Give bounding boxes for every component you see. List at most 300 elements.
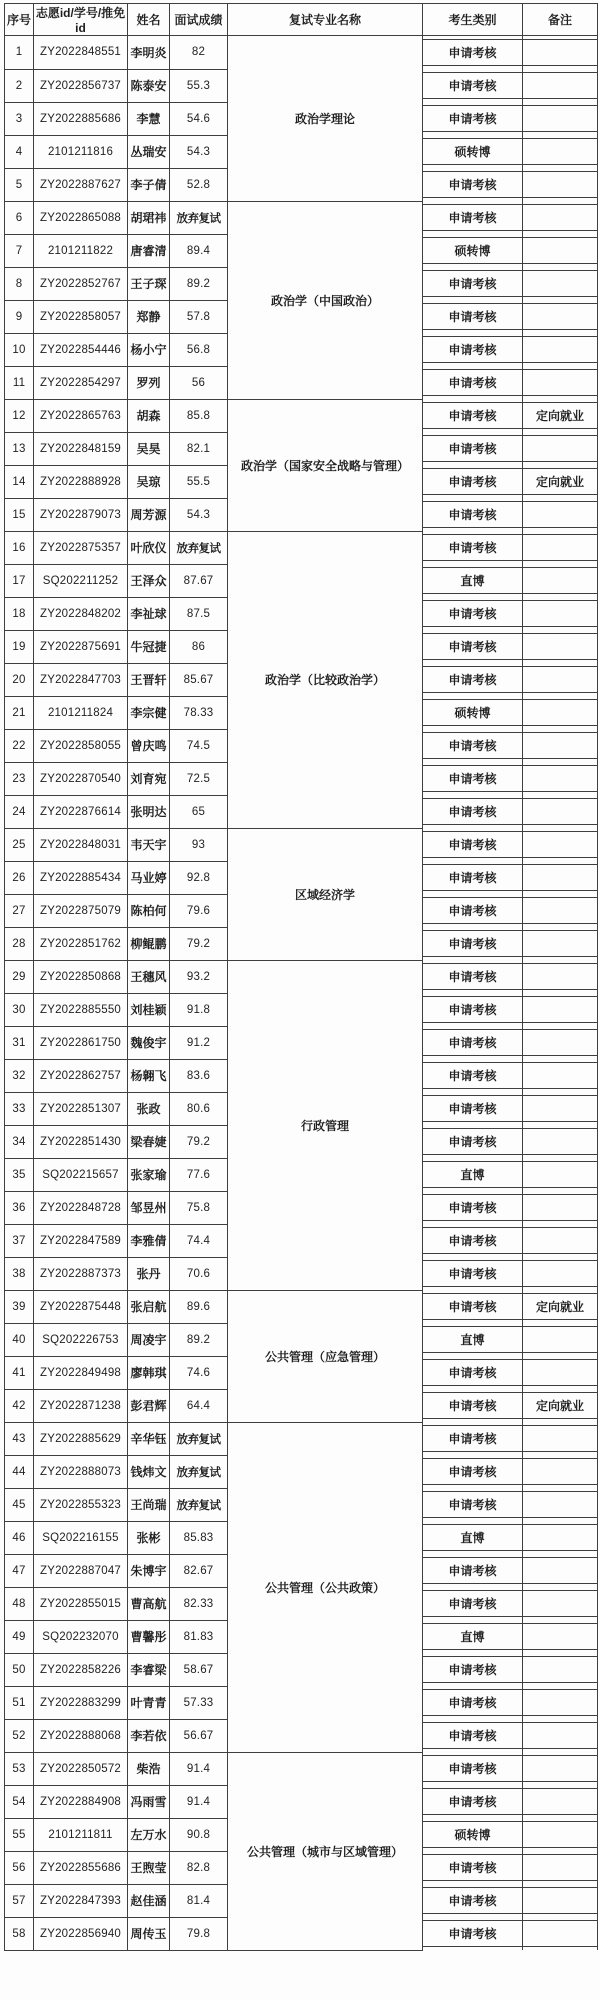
applicant-id: SQ202211252 [34, 564, 128, 597]
remark-cell [523, 1554, 598, 1587]
applicant-id: 2101211824 [34, 696, 128, 729]
candidate-type-cell [423, 1059, 523, 1092]
remark-cell [523, 201, 598, 234]
candidate-type: 硕转博 [423, 138, 522, 165]
applicant-name: 吴琼 [128, 465, 170, 498]
remark [523, 501, 597, 528]
candidate-type: 申请考核 [423, 1062, 522, 1089]
remark-cell [523, 663, 598, 696]
remark [523, 1656, 597, 1683]
remark-cell [523, 1785, 598, 1818]
row-index: 46 [5, 1521, 34, 1554]
candidate-type-cell [423, 234, 523, 267]
candidate-type: 申请考核 [423, 1425, 522, 1452]
candidate-type: 申请考核 [423, 1722, 522, 1749]
applicant-id: ZY2022847703 [34, 663, 128, 696]
row-index: 55 [5, 1818, 34, 1851]
applicant-id: ZY2022854297 [34, 366, 128, 399]
applicant-id: ZY2022848728 [34, 1191, 128, 1224]
candidate-type: 申请考核 [423, 171, 522, 198]
applicant-name: 辛华钰 [128, 1422, 170, 1455]
applicant-name: 王煦莹 [128, 1851, 170, 1884]
row-index: 54 [5, 1785, 34, 1818]
applicant-name: 刘育宛 [128, 762, 170, 795]
candidate-type-cell [423, 795, 523, 828]
applicant-id: ZY2022888068 [34, 1719, 128, 1752]
applicant-id: ZY2022858057 [34, 300, 128, 333]
applicant-name: 王子琛 [128, 267, 170, 300]
interview-score: 90.8 [170, 1818, 228, 1851]
candidate-type-cell [423, 1389, 523, 1422]
applicant-name: 周凌宇 [128, 1323, 170, 1356]
applicant-id: ZY2022887047 [34, 1554, 128, 1587]
applicant-id: ZY2022888073 [34, 1455, 128, 1488]
applicant-id: ZY2022851307 [34, 1092, 128, 1125]
row-index: 7 [5, 234, 34, 267]
candidate-type-cell [423, 1158, 523, 1191]
candidate-type-cell [423, 201, 523, 234]
applicant-id: ZY2022871238 [34, 1389, 128, 1422]
remark [523, 72, 597, 99]
table-row [5, 531, 598, 564]
candidate-type: 申请考核 [423, 501, 522, 528]
candidate-type-cell [423, 729, 523, 762]
remark-cell [523, 1917, 598, 1950]
interview-score: 74.5 [170, 729, 228, 762]
remark [523, 534, 597, 561]
interview-score: 58.67 [170, 1653, 228, 1686]
candidate-type: 硕转博 [423, 699, 522, 726]
row-index: 50 [5, 1653, 34, 1686]
candidate-type: 申请考核 [423, 732, 522, 759]
interview-score: 79.8 [170, 1917, 228, 1950]
interview-score: 82.8 [170, 1851, 228, 1884]
row-index: 22 [5, 729, 34, 762]
remark [523, 1029, 597, 1056]
row-index: 36 [5, 1191, 34, 1224]
candidate-type-cell [423, 1488, 523, 1521]
candidate-type-cell [423, 267, 523, 300]
candidate-type-cell [423, 1917, 523, 1950]
remark-cell [523, 1587, 598, 1620]
col-header-category: 考生类别 [423, 4, 523, 36]
candidate-type-cell [423, 300, 523, 333]
remark-cell [523, 498, 598, 531]
interview-score: 54.3 [170, 498, 228, 531]
remark-cell [523, 36, 598, 70]
row-index: 9 [5, 300, 34, 333]
candidate-type-cell [423, 894, 523, 927]
remark-cell [523, 861, 598, 894]
applicant-id: 2101211811 [34, 1818, 128, 1851]
applicant-name: 叶欣仪 [128, 531, 170, 564]
candidate-type: 申请考核 [423, 1557, 522, 1584]
candidate-type-cell [423, 1686, 523, 1719]
applicant-id: ZY2022854446 [34, 333, 128, 366]
candidate-type: 申请考核 [423, 765, 522, 792]
applicant-name: 廖韩琪 [128, 1356, 170, 1389]
row-index: 21 [5, 696, 34, 729]
remark-cell [523, 135, 598, 168]
row-index: 32 [5, 1059, 34, 1092]
applicant-name: 曹高航 [128, 1587, 170, 1620]
applicant-id: ZY2022888928 [34, 465, 128, 498]
remark [523, 1887, 597, 1914]
remark [523, 237, 597, 264]
interview-score: 56.67 [170, 1719, 228, 1752]
interview-score: 74.6 [170, 1356, 228, 1389]
remark [523, 1623, 597, 1650]
applicant-name: 杨翱飞 [128, 1059, 170, 1092]
col-header-score: 面试成绩 [170, 4, 228, 36]
candidate-type-cell [423, 1092, 523, 1125]
remark-cell [523, 333, 598, 366]
remark-cell [523, 1488, 598, 1521]
remark [523, 171, 597, 198]
remark-cell [523, 894, 598, 927]
remark-cell [523, 531, 598, 564]
remark [523, 1854, 597, 1881]
candidate-type-cell [423, 1851, 523, 1884]
table-row [5, 399, 598, 432]
interview-score: 放弃复试 [170, 1422, 228, 1455]
remark [523, 567, 597, 594]
remark-cell [523, 1521, 598, 1554]
candidate-type: 申请考核 [423, 897, 522, 924]
interview-score: 74.4 [170, 1224, 228, 1257]
remark [523, 1524, 597, 1551]
row-index: 15 [5, 498, 34, 531]
applicant-id: ZY2022855686 [34, 1851, 128, 1884]
remark-cell [523, 1653, 598, 1686]
remark [523, 798, 597, 825]
candidate-type: 申请考核 [423, 1854, 522, 1881]
interview-score: 放弃复试 [170, 1455, 228, 1488]
header-row [5, 4, 598, 36]
candidate-type-cell [423, 1125, 523, 1158]
remark [523, 1920, 597, 1947]
candidate-type: 申请考核 [423, 1920, 522, 1947]
candidate-type-cell [423, 36, 523, 70]
row-index: 34 [5, 1125, 34, 1158]
applicant-id: ZY2022884908 [34, 1785, 128, 1818]
candidate-type: 申请考核 [423, 39, 522, 66]
interview-score: 64.4 [170, 1389, 228, 1422]
candidate-type-cell [423, 135, 523, 168]
candidate-type: 申请考核 [423, 1029, 522, 1056]
applicant-name: 杨小宁 [128, 333, 170, 366]
applicant-id: ZY2022848031 [34, 828, 128, 861]
remark-cell [523, 234, 598, 267]
row-index: 42 [5, 1389, 34, 1422]
applicant-id: ZY2022858226 [34, 1653, 128, 1686]
remark-cell [523, 993, 598, 1026]
candidate-type-cell [423, 465, 523, 498]
remark-cell [523, 762, 598, 795]
interview-score: 56 [170, 366, 228, 399]
applicant-id: ZY2022870540 [34, 762, 128, 795]
candidate-type: 申请考核 [423, 303, 522, 330]
candidate-type-cell [423, 993, 523, 1026]
applicant-name: 丛瑞安 [128, 135, 170, 168]
candidate-type: 直博 [423, 567, 522, 594]
row-index: 41 [5, 1356, 34, 1389]
candidate-type: 申请考核 [423, 1293, 522, 1320]
applicant-name: 柴浩 [128, 1752, 170, 1785]
applicant-id: ZY2022861750 [34, 1026, 128, 1059]
remark-cell [523, 729, 598, 762]
candidate-type-cell [423, 762, 523, 795]
remark-cell [523, 828, 598, 861]
row-index: 37 [5, 1224, 34, 1257]
remark [523, 303, 597, 330]
row-index: 18 [5, 597, 34, 630]
remark [523, 138, 597, 165]
interview-score: 93 [170, 828, 228, 861]
remark [523, 1095, 597, 1122]
candidate-type: 申请考核 [423, 1359, 522, 1386]
candidate-type: 申请考核 [423, 369, 522, 396]
candidate-type-cell [423, 1620, 523, 1653]
row-index: 29 [5, 960, 34, 993]
applicant-name: 牛冠捷 [128, 630, 170, 663]
applicant-name: 钱炜文 [128, 1455, 170, 1488]
applicant-name: 李慧 [128, 102, 170, 135]
applicant-name: 朱博宇 [128, 1554, 170, 1587]
remark-cell [523, 1356, 598, 1389]
applicant-name: 张彬 [128, 1521, 170, 1554]
applicant-id: ZY2022850572 [34, 1752, 128, 1785]
interview-score: 52.8 [170, 168, 228, 201]
candidate-type: 申请考核 [423, 1689, 522, 1716]
remark [523, 1557, 597, 1584]
candidate-type-cell [423, 1191, 523, 1224]
table-row [5, 36, 598, 70]
applicant-name: 叶青青 [128, 1686, 170, 1719]
candidate-type: 申请考核 [423, 270, 522, 297]
interview-score: 78.33 [170, 696, 228, 729]
interview-score: 82.1 [170, 432, 228, 465]
applicant-id: ZY2022852767 [34, 267, 128, 300]
col-header-id: 志愿id/学号/推免id [34, 4, 128, 36]
remark [523, 1458, 597, 1485]
applicant-name: 魏俊宇 [128, 1026, 170, 1059]
candidate-type-cell [423, 1719, 523, 1752]
candidate-type: 申请考核 [423, 1227, 522, 1254]
applicant-id: SQ202215657 [34, 1158, 128, 1191]
applicant-name: 胡珺祎 [128, 201, 170, 234]
interview-score: 56.8 [170, 333, 228, 366]
candidate-type-cell [423, 333, 523, 366]
candidate-type-cell [423, 1752, 523, 1785]
candidate-type: 申请考核 [423, 600, 522, 627]
candidate-type-cell [423, 69, 523, 102]
remark-cell [523, 1026, 598, 1059]
remark [523, 1326, 597, 1353]
applicant-name: 张明达 [128, 795, 170, 828]
interview-score: 放弃复试 [170, 201, 228, 234]
applicant-name: 唐睿清 [128, 234, 170, 267]
row-index: 43 [5, 1422, 34, 1455]
interview-score: 81.4 [170, 1884, 228, 1917]
interview-score: 91.4 [170, 1785, 228, 1818]
remark-cell [523, 432, 598, 465]
applicant-name: 曹馨彤 [128, 1620, 170, 1653]
col-header-index: 序号 [5, 4, 34, 36]
remark [523, 864, 597, 891]
remark-cell [523, 1158, 598, 1191]
interview-score: 89.2 [170, 1323, 228, 1356]
candidate-type-cell [423, 1224, 523, 1257]
row-index: 49 [5, 1620, 34, 1653]
remark [523, 963, 597, 990]
candidate-type: 申请考核 [423, 1788, 522, 1815]
candidate-type-cell [423, 102, 523, 135]
interview-score: 77.6 [170, 1158, 228, 1191]
applicant-id: ZY2022865763 [34, 399, 128, 432]
col-header-name: 姓名 [128, 4, 170, 36]
remark [523, 105, 597, 132]
remark-cell [523, 1257, 598, 1290]
applicant-id: ZY2022885550 [34, 993, 128, 1026]
applicant-id: ZY2022848159 [34, 432, 128, 465]
remark-cell [523, 465, 598, 498]
row-index: 24 [5, 795, 34, 828]
candidate-type: 直博 [423, 1326, 522, 1353]
row-index: 16 [5, 531, 34, 564]
row-index: 28 [5, 927, 34, 960]
applicant-name: 左万水 [128, 1818, 170, 1851]
candidate-type: 申请考核 [423, 930, 522, 957]
interview-score: 85.83 [170, 1521, 228, 1554]
applicant-name: 彭君辉 [128, 1389, 170, 1422]
interview-score: 91.4 [170, 1752, 228, 1785]
candidate-type-cell [423, 1257, 523, 1290]
row-index: 39 [5, 1290, 34, 1323]
candidate-type-cell [423, 1290, 523, 1323]
remark [523, 765, 597, 792]
remark-cell [523, 1719, 598, 1752]
candidate-type: 申请考核 [423, 1755, 522, 1782]
row-index: 13 [5, 432, 34, 465]
interview-score: 83.6 [170, 1059, 228, 1092]
remark [523, 1260, 597, 1287]
col-header-remark: 备注 [523, 4, 598, 36]
candidate-type: 申请考核 [423, 105, 522, 132]
row-index: 48 [5, 1587, 34, 1620]
applicant-id: ZY2022885434 [34, 861, 128, 894]
interview-score: 91.2 [170, 1026, 228, 1059]
row-index: 3 [5, 102, 34, 135]
remark-cell [523, 927, 598, 960]
remark: 定向就业 [523, 468, 597, 495]
remark-cell [523, 102, 598, 135]
row-index: 17 [5, 564, 34, 597]
interview-score: 89.4 [170, 234, 228, 267]
interview-score: 54.3 [170, 135, 228, 168]
candidate-type: 直博 [423, 1161, 522, 1188]
candidate-type: 申请考核 [423, 864, 522, 891]
candidate-type-cell [423, 168, 523, 201]
candidate-type: 直博 [423, 1623, 522, 1650]
interview-score: 82 [170, 36, 228, 70]
row-index: 1 [5, 36, 34, 70]
major-cell: 公共管理（公共政策） [228, 1422, 423, 1752]
applicant-name: 王泽众 [128, 564, 170, 597]
candidate-type: 申请考核 [423, 435, 522, 462]
row-index: 38 [5, 1257, 34, 1290]
applicant-id: ZY2022875448 [34, 1290, 128, 1323]
interview-score: 70.6 [170, 1257, 228, 1290]
applicant-id: ZY2022858055 [34, 729, 128, 762]
remark: 定向就业 [523, 1293, 597, 1320]
applicant-name: 赵佳涵 [128, 1884, 170, 1917]
candidate-type: 申请考核 [423, 204, 522, 231]
applicant-name: 胡森 [128, 399, 170, 432]
applicant-name: 李子倩 [128, 168, 170, 201]
interview-score: 93.2 [170, 960, 228, 993]
applicant-name: 王晋轩 [128, 663, 170, 696]
candidate-type: 申请考核 [423, 1590, 522, 1617]
candidate-type-cell [423, 597, 523, 630]
interview-score: 81.83 [170, 1620, 228, 1653]
applicant-name: 柳鲲鹏 [128, 927, 170, 960]
row-index: 57 [5, 1884, 34, 1917]
row-index: 2 [5, 69, 34, 102]
remark-cell [523, 1092, 598, 1125]
candidate-type-cell [423, 399, 523, 432]
remark-cell [523, 1125, 598, 1158]
applicant-id: ZY2022875079 [34, 894, 128, 927]
remark [523, 600, 597, 627]
applicant-id: ZY2022855323 [34, 1488, 128, 1521]
interview-score: 89.6 [170, 1290, 228, 1323]
admission-roster-table [4, 3, 598, 1951]
remark [523, 39, 597, 66]
candidate-type-cell [423, 1026, 523, 1059]
applicant-name: 张丹 [128, 1257, 170, 1290]
row-index: 20 [5, 663, 34, 696]
applicant-name: 王尚瑞 [128, 1488, 170, 1521]
candidate-type-cell [423, 630, 523, 663]
remark [523, 204, 597, 231]
applicant-name: 张家瑜 [128, 1158, 170, 1191]
applicant-id: ZY2022847393 [34, 1884, 128, 1917]
row-index: 31 [5, 1026, 34, 1059]
applicant-name: 冯雨雪 [128, 1785, 170, 1818]
remark [523, 1128, 597, 1155]
applicant-id: ZY2022850868 [34, 960, 128, 993]
candidate-type-cell [423, 1323, 523, 1356]
applicant-id: ZY2022887627 [34, 168, 128, 201]
row-index: 5 [5, 168, 34, 201]
candidate-type: 申请考核 [423, 633, 522, 660]
applicant-id: SQ202232070 [34, 1620, 128, 1653]
candidate-type-cell [423, 663, 523, 696]
applicant-name: 陈柏何 [128, 894, 170, 927]
row-index: 8 [5, 267, 34, 300]
applicant-id: 2101211816 [34, 135, 128, 168]
candidate-type: 申请考核 [423, 336, 522, 363]
remark [523, 1491, 597, 1518]
remark-cell [523, 1884, 598, 1917]
row-index: 53 [5, 1752, 34, 1785]
row-index: 14 [5, 465, 34, 498]
applicant-id: ZY2022856940 [34, 1917, 128, 1950]
candidate-type: 申请考核 [423, 963, 522, 990]
candidate-type-cell [423, 1587, 523, 1620]
applicant-id: ZY2022887373 [34, 1257, 128, 1290]
